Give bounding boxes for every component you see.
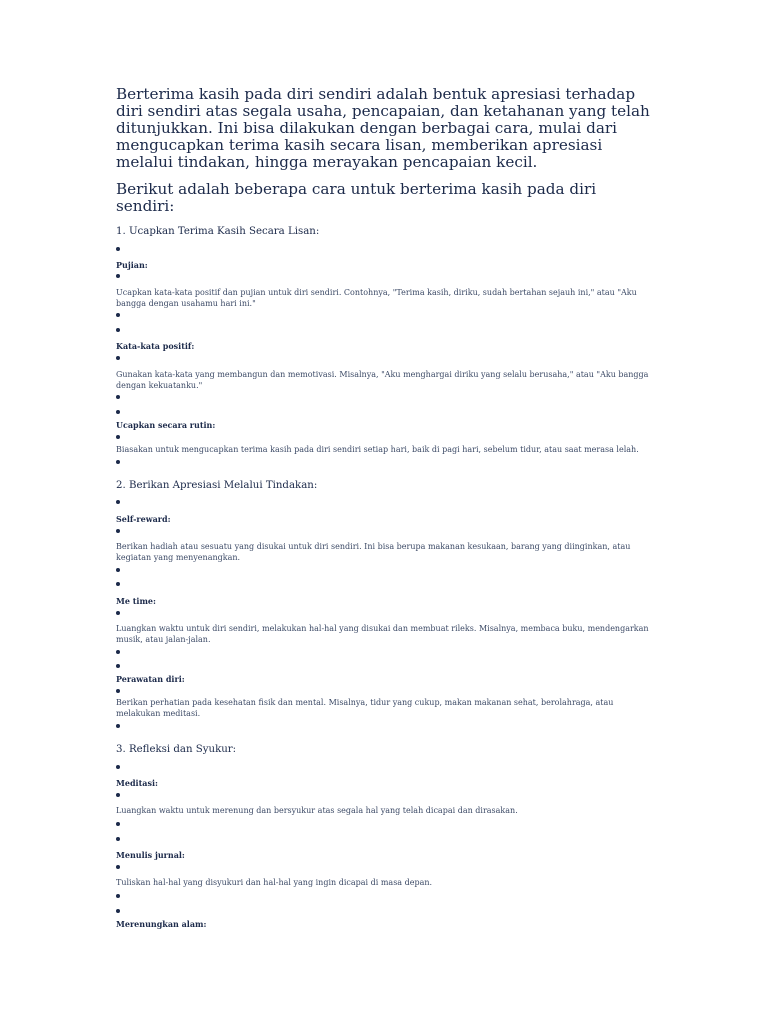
item-text: Ucapkan kata-kata positif dan pujian untuk diri sendiri. Contohnya, "Terima kasih, diriku, sudah bertahan sejauh ini," atau "Aku bangga dengan usahamu hari ini." [116, 288, 637, 308]
bullet-icon [116, 865, 120, 869]
item-term: Perawatan diri: [116, 674, 185, 684]
item-term: Pujian: [116, 260, 148, 270]
item-term: Ucapkan secara rutin: [116, 420, 216, 430]
bullet-icon [116, 460, 120, 464]
bullet-icon [116, 909, 120, 913]
bullet-icon [116, 611, 120, 615]
bullet-icon [116, 356, 120, 360]
bullet-icon [116, 724, 120, 728]
bullet-icon [116, 247, 120, 251]
bullet-icon [116, 313, 120, 317]
item-term: Self-reward: [116, 514, 171, 524]
bullet-icon [116, 664, 120, 668]
bullet-icon [116, 395, 120, 399]
item-term: Merenungkan alam: [116, 919, 207, 929]
item-text: Gunakan kata-kata yang membangun dan memotivasi. Misalnya, "Aku menghargai diriku yang selalu berusaha," atau "Aku bangga dengan kekuatanku." [116, 370, 649, 390]
item-text: Luangkan waktu untuk diri sendiri, melakukan hal-hal yang disukai dan membuat rileks. Misalnya, membaca buku, mendengarkan musik, atau jalan-jalan. [116, 624, 649, 644]
item-text: Berikan hadiah atau sesuatu yang disukai untuk diri sendiri. Ini bisa berupa makanan kesukaan, barang yang diinginkan, atau kegiatan yang menyenangkan. [116, 542, 631, 562]
bullet-icon [116, 435, 120, 439]
bullet-icon [116, 529, 120, 533]
bullet-icon [116, 650, 120, 654]
intro-paragraph: Berterima kasih pada diri sendiri adalah bentuk apresiasi terhadap diri sendiri atas segala usaha, pencapaian, dan ketahanan yang telah ditunjukkan. Ini bisa dilakukan dengan berbagai cara, mulai dari mengucapkan terima kasih secara lisan, memberikan apresiasi melalui tindakan, hingga merayakan pencapaian kecil. [116, 85, 650, 171]
bullet-icon [116, 837, 120, 841]
bullet-icon [116, 822, 120, 826]
bullet-icon [116, 568, 120, 572]
item-text: Tuliskan hal-hal yang disyukuri dan hal-hal yang ingin dicapai di masa depan. [116, 878, 433, 887]
bullet-icon [116, 689, 120, 693]
bullet-icon [116, 765, 120, 769]
bullet-icon [116, 894, 120, 898]
item-text: Biasakan untuk mengucapkan terima kasih pada diri sendiri setiap hari, baik di pagi hari, sebelum tidur, atau saat merasa lelah. [116, 445, 639, 454]
bullet-icon [116, 500, 120, 504]
subheading: Berikut adalah beberapa cara untuk berterima kasih pada diri sendiri: [116, 180, 597, 215]
item-term: Menulis jurnal: [116, 850, 185, 860]
section-title: 1. Ucapkan Terima Kasih Secara Lisan: [116, 226, 320, 237]
section-title: 3. Refleksi dan Syukur: [116, 744, 237, 755]
item-term: Meditasi: [116, 778, 158, 788]
section-title: 2. Berikan Apresiasi Melalui Tindakan: [116, 480, 318, 491]
bullet-icon [116, 582, 120, 586]
bullet-icon [116, 793, 120, 797]
bullet-icon [116, 328, 120, 332]
item-term: Kata-kata positif: [116, 341, 195, 351]
item-text: Luangkan waktu untuk merenung dan bersyukur atas segala hal yang telah dicapai dan dirasakan. [116, 806, 518, 815]
bullet-icon [116, 274, 120, 278]
item-term: Me time: [116, 596, 156, 606]
item-text: Berikan perhatian pada kesehatan fisik dan mental. Misalnya, tidur yang cukup, makan makanan sehat, berolahraga, atau melakukan meditasi. [116, 698, 614, 718]
bullet-icon [116, 410, 120, 414]
